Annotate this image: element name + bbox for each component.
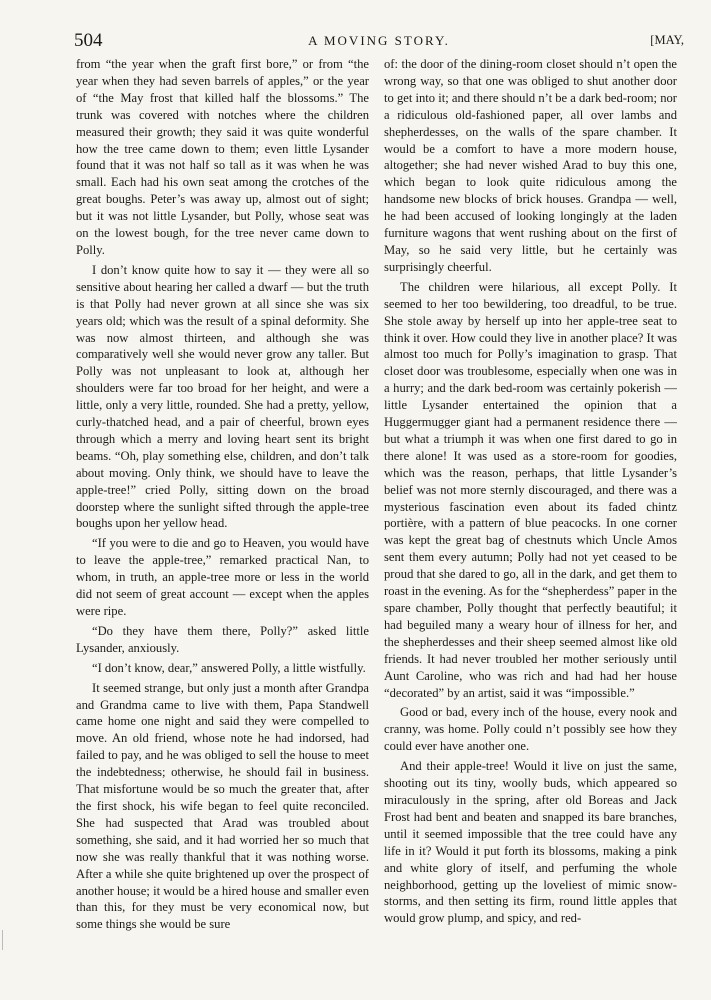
running-title: A MOVING STORY.	[308, 33, 450, 48]
paragraph: It seemed strange, but only just a month after Grandpa and Grandma came to live with them, Papa Standwell came home one night and said they were compelled to move. An old friend, whose note he had indorsed, had failed to pay, and he was obliged to sell the house to meet the indebtedness; otherwise, he should fail in business. That misfortune would be so much the greater that, after the first shock, his wife began to feel quite reconciled. She had suspected that Arad was troubled about something, she said, and it had worried her so much that now she was really thankful that it was nothing worse. After a while she quite brightened up over the prospect of another house; it would be a hired house and smaller even than this, for they must be very economical now, but some things she would be sure	[76, 680, 369, 932]
margin-mark	[2, 930, 7, 950]
page-header	[74, 30, 684, 56]
paragraph: “If you were to die and go to Heaven, you would have to leave the apple-tree,” remarked practical Nan, to whom, in truth, an apple-tree more or less in the world did not seem of great account — except when the apples were ripe.	[76, 536, 369, 618]
page-number: 504	[74, 30, 103, 51]
paragraph: And their apple-tree! Would it live on just the same, shooting out its tiny, woolly buds, which appeared so miraculously in the spring, after old Boreas and Jack Frost had bent and beaten and snapped its bare branches, until it seemed impossible that the tree could have any life in it? Would it put forth its blossoms, making a pink and white glory of itself, and perfuming the whole neighborhood, getting up the loveliest of mimic snow-storms, and then setting its firm, round little apples that would grow plump, and spicy, and red-	[384, 759, 677, 926]
right-text-column	[384, 56, 677, 996]
left-text-column	[76, 56, 369, 996]
paragraph: Good or bad, every inch of the house, every nook and cranny, was home. Polly could n’t possibly see how they could ever have another one.	[384, 705, 677, 754]
paragraph: of: the door of the dining-room closet should n’t open the wrong way, so that one was obliged to shut another door to get into it; and there should n’t be a dark bed-room; nor a ridiculous old-fashioned paper, all over lambs and shepherdesses, on the walls of the spare chamber. It would be a comfort to have a more modern house, altogether; she had never wished Arad to buy this one, which began to look quite ridiculous among the handsome new blocks of brick houses. Grandpa — well, he had been accused of looking longingly at the laden furniture wagons that went rushing about on the first of May, so he said very little, but he certainly was surprisingly cheerful.	[384, 57, 677, 274]
paragraph: “Do they have them there, Polly?” asked little Lysander, anxiously.	[76, 623, 369, 655]
paragraph: “I don’t know, dear,” answered Polly, a little wistfully.	[92, 660, 366, 675]
paragraph: I don’t know quite how to say it — they were all so sensitive about hearing her called a dwarf — but the truth is that Polly had never grown at all since she was six years old; which was the result of a spinal deformity. She was now almost thirteen, and although she was comparatively well she would never grow any taller. But Polly was not unpleasant to look at, although her shoulders were far too broad for her height, and were a little, only a very little, rounded. She had a pretty, yellow, curly-thatched head, and a pair of cheerful, brown eyes through which a merry and loving heart sent its bright beams. “Oh, play something else, children, and don’t talk about moving. Only think, we should have to leave the apple-tree!” cried Polly, sitting down on the broad doorstep where the sunlight sifted through the apple-tree boughs upon her yellow head.	[76, 262, 369, 531]
paragraph: from “the year when the graft first bore,” or from “the year when they had seven barrels of apples,” or the year of “the May frost that killed half the blossoms.” The trunk was covered with notches where the children measured their growth; they said it was quite wonderful how the tree came down to them; even little Lysander found that it was not half so tall as it was when he was small. Each had his own seat among the crotches of the great boughs. Peter’s was away up, almost out of sight; but it was not little Lysander, but Polly, whose seat was on the lowest bough, for the tree never came down to Polly.	[76, 57, 369, 257]
paragraph: The children were hilarious, all except Polly. It seemed to her too bewildering, too dreadful, to be true. She stole away by herself up into her apple-tree seat to think it over. How could they live in another place? It was almost too much for Polly’s imagination to grasp. That closet door was troublesome, especially when one was in a hurry; and the dark bed-room was certainly pokerish — little Lysander entertained the opinion that a Huggermugger giant had a permanent residence there — but what a triumph it was when one first dared to go in there alone! It was used as a store-room for goodies, which was the reason, perhaps, that little Lysander’s belief was not more sternly discouraged, and there was a mysterious fascination even about its faded chintz portière, with a pattern of blue peacocks. In one corner was kept the great bag of chestnuts which Uncle Amos sent them every autumn; Polly had not yet ceased to be proud that she dared to go, all in the dark, and get them to roast in the evening. As for the “shepherdess” paper in the spare chamber, Polly thought that perfectly beautiful; it had beguiled many a weary hour of illness for her, and the shepherdesses and their sheep seemed almost like old friends. It had never troubled her mother seriously until Aunt Caroline, who was rich and had had her house “decorated” by an artist, said it was “impossible.”	[384, 279, 677, 700]
issue-month: [MAY,	[650, 33, 684, 47]
